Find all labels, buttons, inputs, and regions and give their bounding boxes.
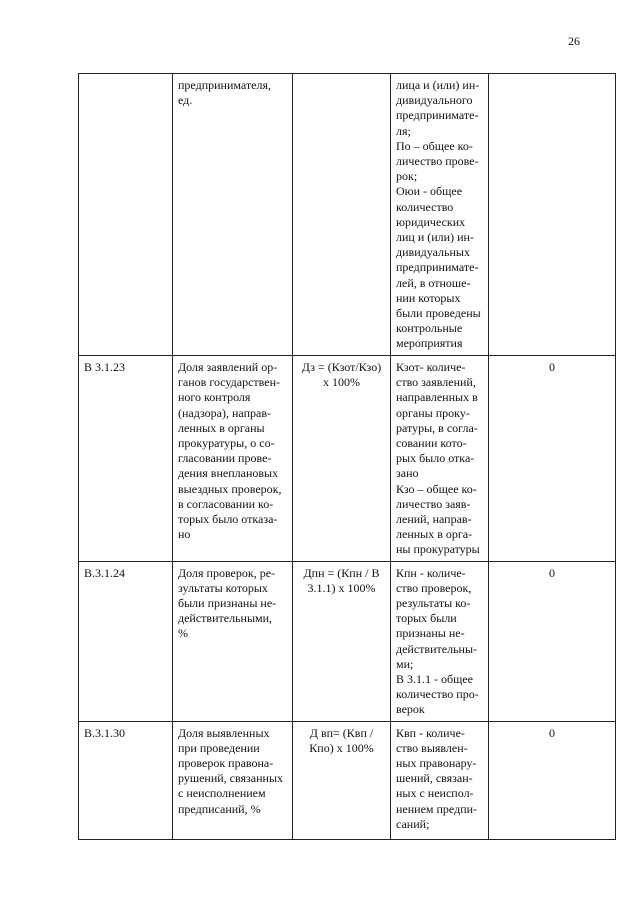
indicator-formula: Д вп= (Квп / Кпо) x 100% xyxy=(293,721,391,839)
indicator-code: В.3.1.30 xyxy=(79,721,173,839)
table-row xyxy=(79,721,616,839)
indicator-formula: Дпн = (Кпн / В 3.1.1) x 100% xyxy=(293,561,391,721)
indicator-code: В 3.1.23 xyxy=(79,356,173,562)
indicator-code xyxy=(79,74,173,356)
indicator-variables: Квп - количе- ство выявлен- ных правонару- шений, связан- ных с неиспол- нением предпи- саний; xyxy=(391,721,489,839)
indicator-variables: Кпн - количе- ство проверок, результаты ко- торых были признаны не- действительны- ми; В 3.1.1 - общее количество про- верок xyxy=(391,561,489,721)
table-row xyxy=(79,74,616,356)
indicator-variables: Кзот- количе- ство заявлений, направленных в органы проку- ратуры, в согла- совании кото- рых было отка- зано Кзо – общее ко- личество заяв- лений, направ- ленных в орга- ны прокуратуры xyxy=(391,356,489,562)
indicator-code: В.3.1.24 xyxy=(79,561,173,721)
indicator-name: Доля проверок, ре- зультаты которых были признаны не- действительными, % xyxy=(173,561,293,721)
indicator-value xyxy=(489,74,616,356)
indicators-table xyxy=(78,73,616,840)
indicator-name: Доля заявлений ор- ганов государствен- ного контроля (надзора), направ- ленных в органы прокуратуры, о со- гласовании прове- дения внеплановых выездных проверок, в согласовании ко- торых было отказа- но xyxy=(173,356,293,562)
indicator-formula: Дз = (Кзот/Кзо) x 100% xyxy=(293,356,391,562)
indicator-variables: лица и (или) ин- дивидуального предпринимате- ля; По – общее ко- личество прове- рок; Оюи - общее количество юридических лиц и (или) ин- дивидуальных предпринимате- лей, в отноше- нии которых были проведены контрольные мероприятия xyxy=(391,74,489,356)
table-row xyxy=(79,356,616,562)
indicator-name: предпринимателя, ед. xyxy=(173,74,293,356)
indicator-formula xyxy=(293,74,391,356)
indicator-name: Доля выявленных при проведении проверок правона- рушений, связанных с неисполнением предписаний, % xyxy=(173,721,293,839)
indicator-value: 0 xyxy=(489,356,616,562)
table-row xyxy=(79,561,616,721)
indicator-value: 0 xyxy=(489,561,616,721)
page-number: 26 xyxy=(568,34,580,48)
indicator-value: 0 xyxy=(489,721,616,839)
